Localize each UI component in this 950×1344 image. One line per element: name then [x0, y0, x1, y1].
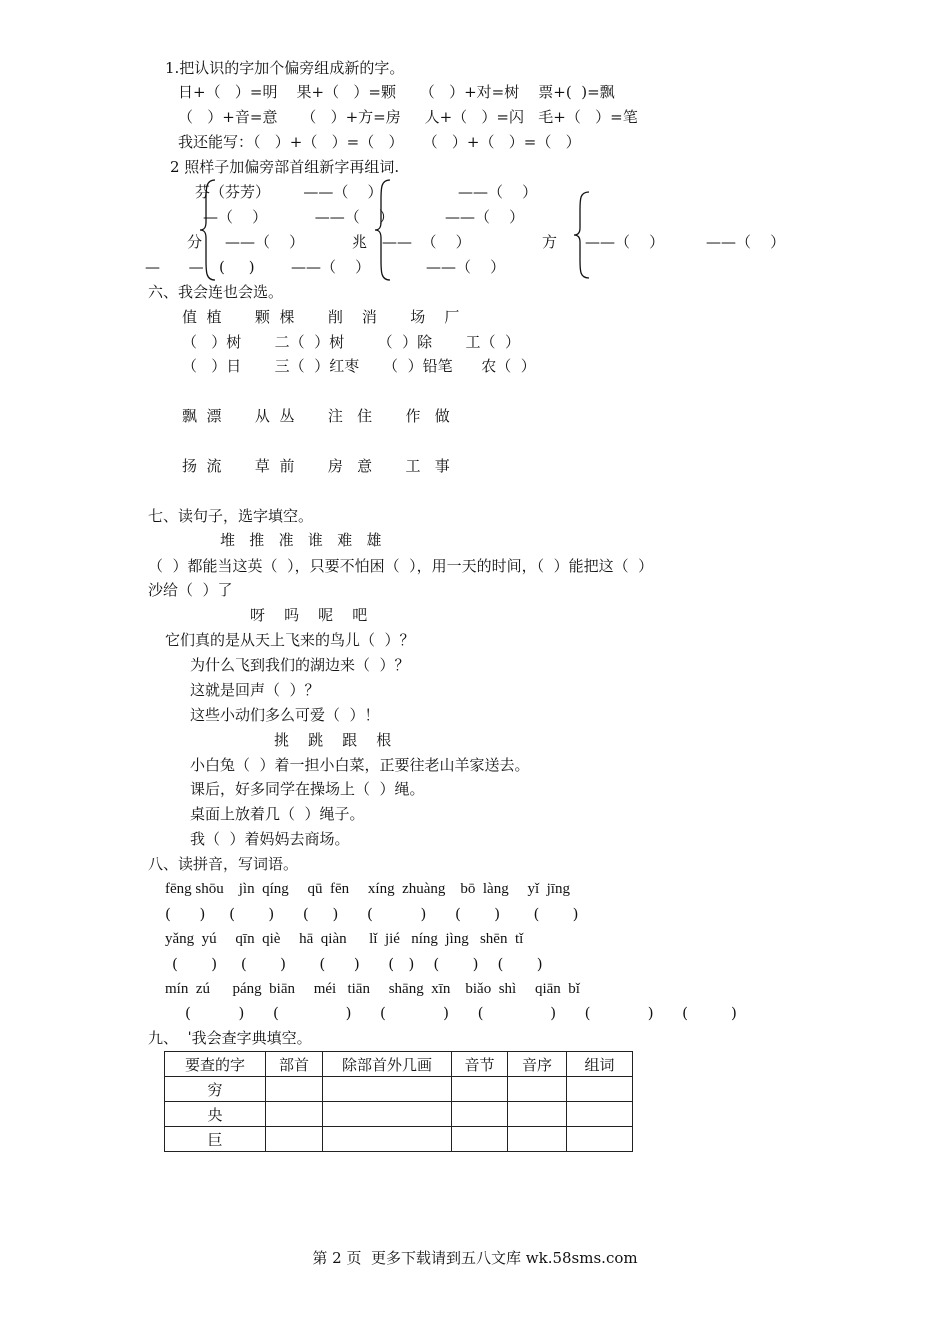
section-9-title: 九、 ˈ我会查字典填空。	[148, 1029, 312, 1047]
order-cell[interactable]	[508, 1102, 567, 1127]
sentence-2: 它们真的是从天上飞来的鸟儿（ ）？	[165, 631, 415, 649]
zhao-row-1: ——（ ）	[458, 183, 538, 201]
blanks-row-1: ( ) ( ) ( ) ( ) ( ) ( )	[165, 905, 579, 923]
lookup-char: 穷	[165, 1077, 266, 1102]
strokes-cell[interactable]	[323, 1127, 452, 1152]
sentence-4: 这就是回声（ ）？	[190, 681, 320, 699]
header-cell: 音节	[452, 1052, 508, 1077]
sentence-3: 为什么飞到我们的湖边来（ ）？	[190, 656, 410, 674]
brace-left-2	[375, 178, 395, 282]
sentence-8: 桌面上放着几（ ）绳子。	[190, 805, 365, 823]
char-fen: 分	[187, 233, 203, 251]
fen-row-4: ( )	[219, 258, 255, 276]
sentence-1: （ ）都能当这英（ ），只要不怕困（ ），用一天的时间，（ ）能把这（ ）	[148, 557, 654, 575]
section-1-line-1: 日+（ ）=明 果+（ ）=颗 （ ）+对=树 票+( )=飘	[178, 83, 615, 101]
sentence-6: 小白兔（ ）着一担小白菜，正要往老山羊家送去。	[190, 756, 530, 774]
example-row-1: 芬（芬芳） ——（ ）	[195, 183, 383, 201]
radical-cell[interactable]	[266, 1127, 323, 1152]
syllable-cell[interactable]	[452, 1127, 508, 1152]
example-row-2: —（ ） ——（ ）	[203, 208, 394, 226]
section-7-title: 七、读句子，选字填空。	[148, 507, 314, 525]
section-6-words-2: 飘 漂 从 丛 注 住 作 做	[182, 407, 450, 425]
strokes-cell[interactable]	[323, 1077, 452, 1102]
order-cell[interactable]	[508, 1127, 567, 1152]
syllable-cell[interactable]	[452, 1077, 508, 1102]
section-6-words-1: 值 植 颗 棵 削 消 场 厂	[182, 308, 460, 326]
section-1-line-3: 我还能写：（ ）+（ ）=（ ） （ ）+（ ）=（ ）	[178, 133, 581, 151]
fang-row-1: ——（ ）	[585, 233, 665, 251]
pinyin-row-1: fēng shōu jìn qíng qū fēn xíng zhuàng bō làng yǐ jīng	[165, 881, 570, 897]
header-cell: 音序	[508, 1052, 567, 1077]
order-cell[interactable]	[508, 1077, 567, 1102]
table-row	[165, 1102, 633, 1127]
sentence-7: 课后，好多同学在操场上（ ）绳。	[190, 780, 425, 798]
section-1-title: 1.把认识的字加个偏旁组成新的字。	[165, 59, 405, 77]
blanks-row-3: ( ) ( ) ( ) ( ) ( ) ( )	[185, 1004, 737, 1022]
section-6-title: 六、我会连也会选。	[148, 283, 284, 301]
header-cell: 部首	[266, 1052, 323, 1077]
strokes-cell[interactable]	[323, 1102, 452, 1127]
fen-row-5: ——（ ）	[291, 258, 371, 276]
section-6-words-3: 扬 流 草 前 房 意 工 事	[182, 457, 450, 475]
word-cell[interactable]	[567, 1077, 633, 1102]
word-choices-3: 挑 跳 跟 根	[274, 731, 392, 749]
section-1-line-2: （ ）+音=意 （ ）+方=房 人+（ ）=闪 毛+（ ）=笔	[178, 108, 638, 126]
char-fang: 方	[542, 233, 558, 251]
sentence-1-cont: 沙给（ ）了	[148, 581, 233, 599]
lookup-char: 央	[165, 1102, 266, 1127]
table-header-row	[165, 1052, 633, 1077]
lookup-char: 巨	[165, 1127, 266, 1152]
brace-left-1	[200, 178, 220, 282]
word-cell[interactable]	[567, 1102, 633, 1127]
section-6-line-2: （ ）树 二（ ）树 （ ）除 工（ ）	[182, 333, 521, 351]
header-cell: 除部首外几画	[323, 1052, 452, 1077]
pinyin-row-3: mín zú páng biān méi tiān shāng xīn biǎo shì qiān bǐ	[165, 981, 580, 997]
section-2-title: 2 照样子加偏旁部首组新字再组词.	[170, 158, 400, 176]
radical-cell[interactable]	[266, 1077, 323, 1102]
dictionary-table	[164, 1051, 633, 1152]
sentence-5: 这些小动们多么可爱（ ）！	[190, 706, 380, 724]
table-row	[165, 1127, 633, 1152]
zhao-row-2: ——（ ）	[445, 208, 525, 226]
row-4-lead: — —	[145, 258, 204, 276]
word-cell[interactable]	[567, 1127, 633, 1152]
brace-left-3	[574, 190, 594, 280]
zhao-row-4: ——（ ）	[426, 258, 506, 276]
char-zhao: 兆	[352, 233, 368, 251]
radical-cell[interactable]	[266, 1102, 323, 1127]
pinyin-row-2: yǎng yú qīn qiè hā qiàn lǐ jié níng jìng shēn tǐ	[165, 931, 524, 947]
header-cell: 要查的字	[165, 1052, 266, 1077]
word-choices-1: 堆 推 准 谁 难 雄	[220, 531, 382, 549]
blanks-row-2: ( ) ( ) ( ) ( ) ( ) ( )	[172, 955, 543, 973]
sentence-9: 我（ ）着妈妈去商场。	[190, 830, 350, 848]
fen-row-3: ——（ ）	[225, 233, 305, 251]
section-6-line-3: （ ）日 三（ ）红枣 （ ）铅笔 农（ ）	[182, 357, 536, 375]
page-footer: 第 2 页 更多下载请到五八文库 wk.58sms.com	[312, 1249, 638, 1267]
fang-row-2: ——（ ）	[706, 233, 786, 251]
header-cell: 组词	[567, 1052, 633, 1077]
zhao-row-3: —— （ ）	[382, 233, 471, 251]
word-choices-2: 呀 吗 呢 吧	[250, 606, 368, 624]
table-row	[165, 1077, 633, 1102]
syllable-cell[interactable]	[452, 1102, 508, 1127]
section-8-title: 八、读拼音，写词语。	[148, 855, 299, 873]
